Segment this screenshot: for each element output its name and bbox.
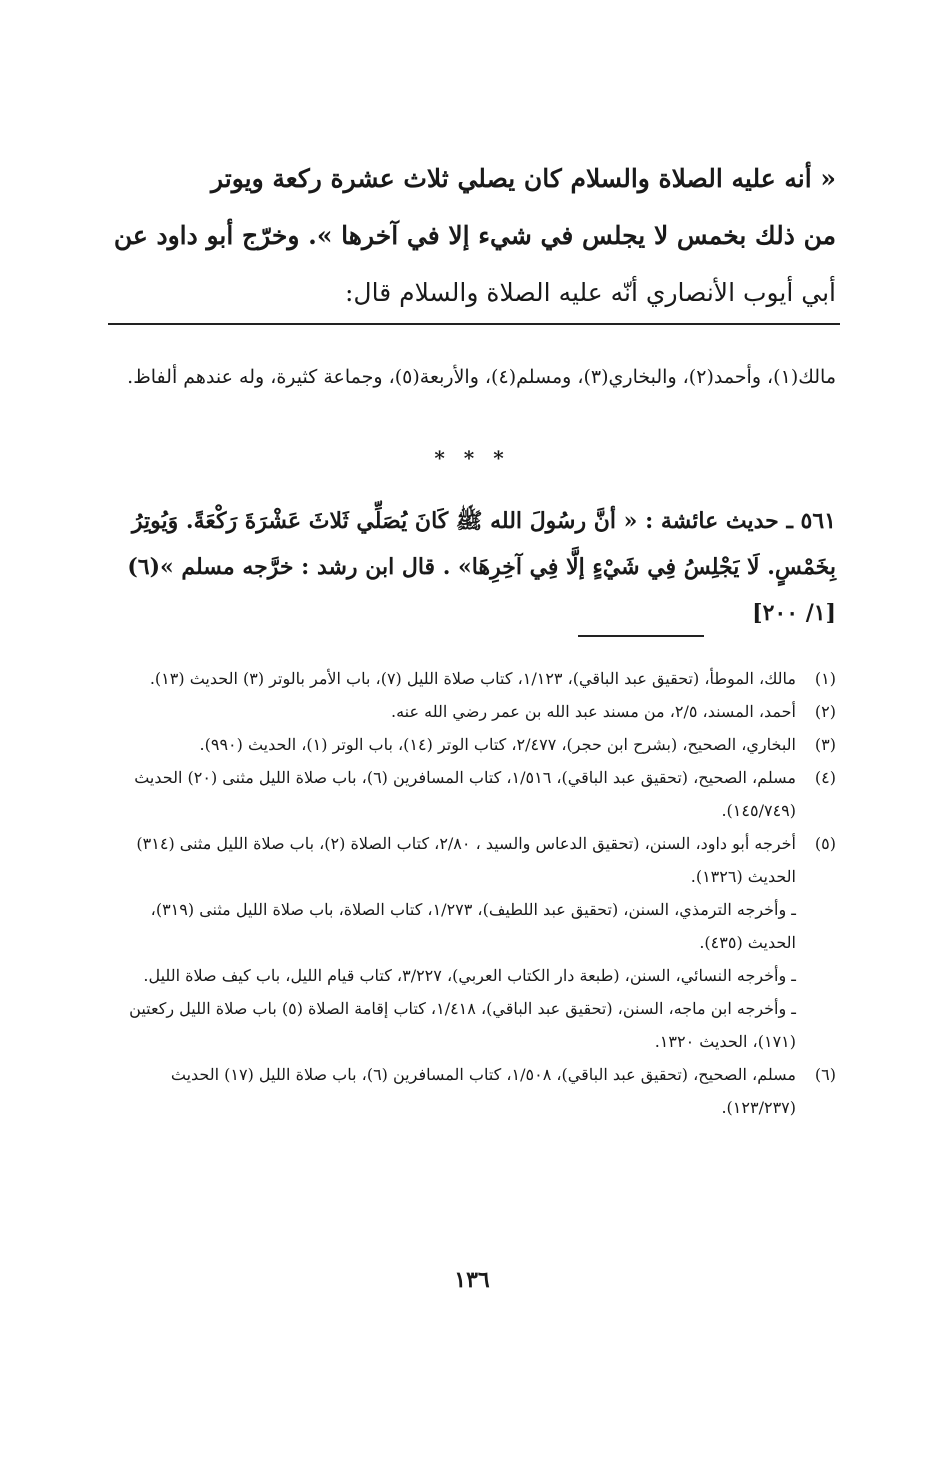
footnote-text: ـ وأخرجه النسائي، السنن، (طبعة دار الكتاب العربي)، ٣/٢٢٧، كتاب قيام الليل، باب كيف صلاة الليل. (143, 966, 796, 985)
footnote-number: (٣) (814, 735, 836, 754)
footnote (108, 893, 836, 959)
footnote (108, 992, 836, 1058)
text-line: « أنه عليه الصلاة والسلام كان يصلي ثلاث عشرة ركعة ويوتر (211, 164, 836, 193)
footnote-text: مسلم، الصحيح، (تحقيق عبد الباقي)، ١/٥١٦، كتاب المسافرين (٦)، باب صلاة الليل مثنى (٢٠) الحديث (١٤٥/٧٤٩). (134, 768, 796, 820)
footnote-text: ـ وأخرجه ابن ماجه، السنن، (تحقيق عبد الباقي)، ١/٤١٨، كتاب إقامة الصلاة (٥) باب صلاة الليل ركعتين (١٧١)، الحديث ١٣٢٠. (129, 999, 796, 1051)
footnote-divider (108, 323, 840, 325)
hadith-entry (108, 498, 836, 636)
footnote-number: (٤) (814, 768, 836, 787)
footnote-text: ـ وأخرجه الترمذي، السنن، (تحقيق عبد اللطيف)، ١/٢٧٣، كتاب الصلاة، باب صلاة الليل مثنى (٣١٩)، الحديث (٤٣٥). (150, 900, 796, 952)
hadith-line: ٥٦١ ـ حديث عائشة : « أنَّ رسُولَ الله ﷺ كَانَ يُصَلِّي ثَلاثَ عَشْرَةَ رَكْعَةً. وَيُوتِرُ (131, 508, 836, 534)
section-separator: * * * (434, 446, 510, 470)
footnote (108, 761, 836, 827)
page-number: ١٣٦ (454, 1267, 490, 1293)
footnote (108, 959, 836, 992)
text-line: أبي أيوب الأنصاري أنّه عليه الصلاة والسلام قال: (344, 278, 836, 307)
footnote-text: مسلم، الصحيح، (تحقيق عبد الباقي)، ١/٥٠٨، كتاب المسافرين (٦)، باب صلاة الليل (١٧) الحديث (١٢٣/٢٣٧). (170, 1065, 796, 1117)
footnote-number: (٢) (814, 702, 836, 721)
footnote-text: مالك، الموطأ، (تحقيق عبد الباقي)، ١/١٢٣، كتاب صلاة الليل (٧)، باب الأمر بالوتر (٣) الحديث (١٣). (149, 669, 796, 688)
footnote (108, 1058, 836, 1124)
notes-divider (578, 635, 704, 637)
footnote (108, 728, 836, 761)
footnote-text: أحمد، المسند، ٢/٥، من مسند عبد الله بن عمر رضي الله عنه. (390, 702, 796, 721)
footnote (108, 695, 836, 728)
footnote (108, 827, 836, 893)
hadith-line: بِخَمْسٍ. لَا يَجْلِسُ فِي شَيْءٍ إلَّا فِي آخِرِهَا» . قال ابن رشد : خرَّجه مسلم »(٦) (127, 554, 836, 580)
footnote-text: البخاري، الصحيح، (بشرح ابن حجر)، ٢/٤٧٧، كتاب الوتر (١٤)، باب الوتر (١)، الحديث (٩٩٠). (199, 735, 796, 754)
footnotes-list (108, 662, 836, 1124)
footnote (108, 662, 836, 695)
footnote-text: أخرجه أبو داود، السنن، (تحقيق الدعاس والسيد ، ٢/٨٠، كتاب الصلاة (٢)، باب صلاة الليل مثنى (٣١٤) الحديث (١٣٢٦). (136, 834, 796, 886)
volume-page-reference: [١/ ٢٠٠] (752, 600, 836, 626)
continuation-paragraph: مالك(١)، وأحمد(٢)، والبخاري(٣)، ومسلم(٤)، والأربعة(٥)، وجماعة كثيرة، وله عندهم ألفاظ. (127, 366, 836, 388)
footnote-number: (١) (814, 669, 836, 688)
footnote-number: (٦) (814, 1065, 836, 1084)
text-line: من ذلك بخمس لا يجلس في شيء إلا في آخرها ». وخرّج أبو داود عن (113, 221, 836, 250)
footnote-number: (٥) (814, 834, 836, 853)
quoted-text-block (108, 150, 836, 321)
